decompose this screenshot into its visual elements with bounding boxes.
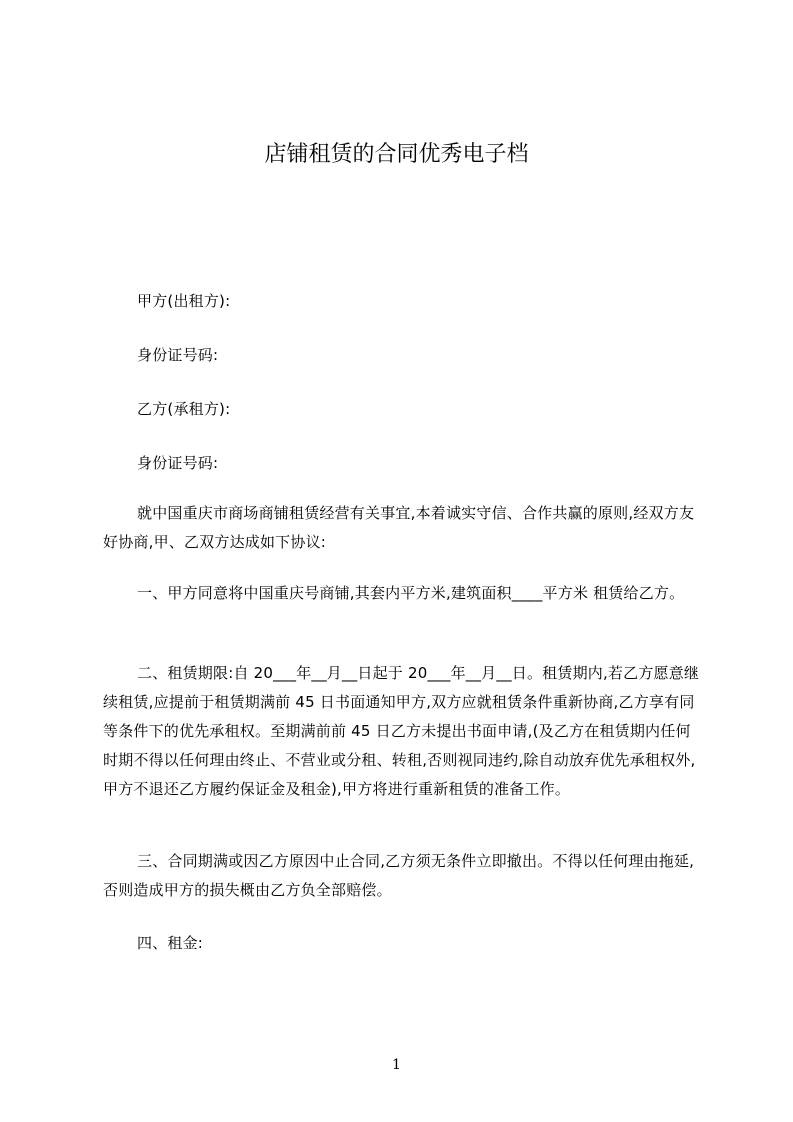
preamble-paragraph: 就中国重庆市商场商铺租赁经营有关事宜,本着诚实守信、合作共赢的原则,经双方友好协商,甲、乙双方达成如下协议: [103, 504, 695, 551]
party-b-lessee: 乙方(承租方): [137, 400, 231, 418]
page-number: 1 [392, 1057, 401, 1073]
party-a-id-number: 身份证号码: [137, 346, 219, 364]
clause-4-paragraph: 四、租金: [137, 934, 204, 952]
clause-1-paragraph: 一、甲方同意将中国重庆号商铺,其套内平方米,建筑面积____平方米 租赁给乙方。 [137, 584, 685, 602]
party-b-id-number: 身份证号码: [137, 454, 219, 472]
clause-2-paragraph: 二、租赁期限:自 20___年__月__日起于 20___年__月__日。租赁期内,若乙方愿意继续租赁,应提前于租赁期满前 45 日书面通知甲方,双方应就租赁条件重新协商,乙方享有同等条件下的优先承租权。至期满前前 45 日乙方未提出书面申请,(及乙方在租赁期内任何时期不得以任何理由终止、不营业或分租、转租,否则视同违约,除自动放弃优先承租权外,甲方不退还乙方履约保证金及租金),甲方将进行重新租赁的准备工作。 [103, 664, 700, 798]
clause-3-paragraph: 三、合同期满或因乙方原因中止合同,乙方须无条件立即撤出。不得以任何理由拖延,否则造成甲方的损失概由乙方负全部赔偿。 [103, 852, 695, 899]
party-a-lessor: 甲方(出租方): [137, 292, 231, 310]
document-title: 店铺租赁的合同优秀电子档 [264, 142, 529, 167]
